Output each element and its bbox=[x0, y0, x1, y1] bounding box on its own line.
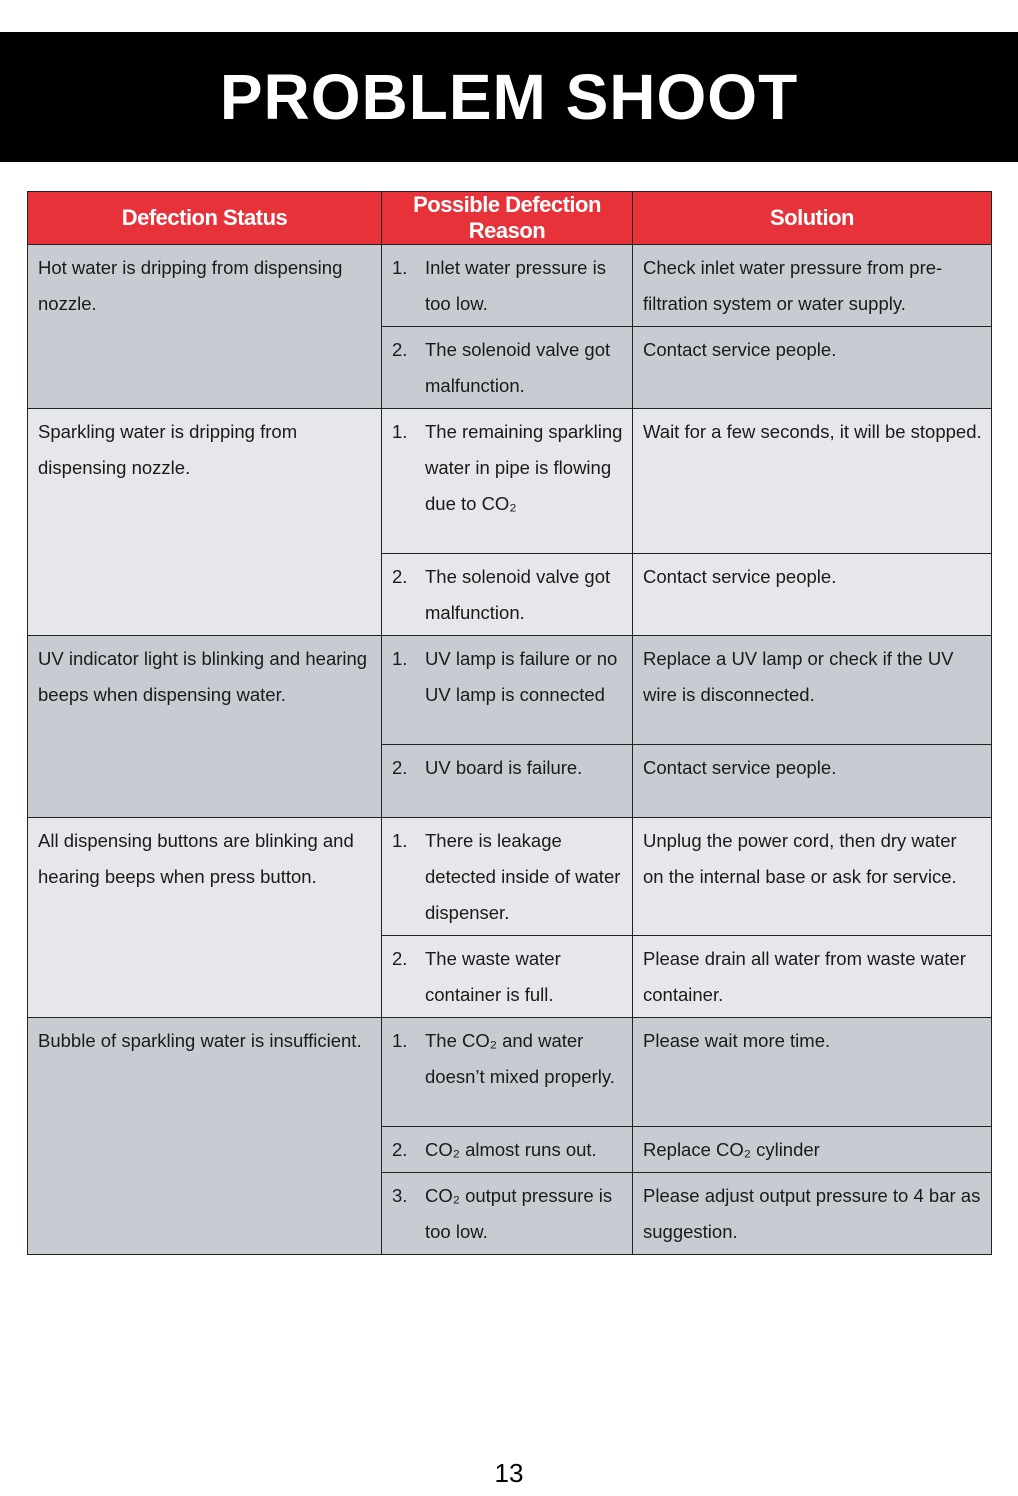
header-possible-reason: Possible Defection Reason bbox=[382, 192, 633, 245]
item-number: 1. bbox=[392, 1030, 408, 1051]
table-row bbox=[28, 818, 992, 936]
reason-text: CO₂ almost runs out. bbox=[425, 1139, 597, 1160]
table-row bbox=[28, 245, 992, 327]
solution-cell: Replace a UV lamp or check if the UV wire is disconnected. bbox=[633, 636, 992, 745]
reason-text: UV lamp is failure or no UV lamp is connected bbox=[425, 648, 618, 705]
solution-cell: Please adjust output pressure to 4 bar as suggestion. bbox=[633, 1173, 992, 1255]
item-number: 2. bbox=[392, 566, 408, 587]
reason-text: CO₂ output pressure is too low. bbox=[425, 1185, 613, 1242]
page-title: PROBLEM SHOOT bbox=[219, 61, 799, 133]
reason-cell bbox=[382, 1018, 633, 1127]
reason-text: There is leakage detected inside of water dispenser. bbox=[425, 830, 621, 923]
reason-cell bbox=[382, 245, 633, 327]
table-header-row bbox=[28, 192, 992, 245]
solution-cell: Wait for a few seconds, it will be stopped. bbox=[633, 409, 992, 554]
solution-cell: Please wait more time. bbox=[633, 1018, 992, 1127]
solution-cell: Please drain all water from waste water container. bbox=[633, 936, 992, 1018]
reason-cell bbox=[382, 636, 633, 745]
item-number: 3. bbox=[392, 1185, 408, 1206]
reason-cell bbox=[382, 745, 633, 818]
item-number: 2. bbox=[392, 948, 408, 969]
solution-cell: Contact service people. bbox=[633, 745, 992, 818]
reason-cell bbox=[382, 327, 633, 409]
reason-cell bbox=[382, 554, 633, 636]
item-number: 1. bbox=[392, 648, 408, 669]
solution-cell: Replace CO₂ cylinder bbox=[633, 1127, 992, 1173]
reason-cell bbox=[382, 818, 633, 936]
reason-text: The solenoid valve got malfunction. bbox=[425, 566, 611, 623]
header-solution: Solution bbox=[633, 192, 992, 245]
status-cell: Hot water is dripping from dispensing nozzle. bbox=[28, 245, 382, 409]
item-number: 1. bbox=[392, 257, 408, 278]
status-cell: Sparkling water is dripping from dispensing nozzle. bbox=[28, 409, 382, 636]
reason-cell bbox=[382, 1173, 633, 1255]
status-cell: Bubble of sparkling water is insufficient. bbox=[28, 1018, 382, 1255]
table-row bbox=[28, 636, 992, 745]
table-row bbox=[28, 409, 992, 554]
status-cell: UV indicator light is blinking and hearing beeps when dispensing water. bbox=[28, 636, 382, 818]
table-row bbox=[28, 1018, 992, 1127]
problem-shoot-table bbox=[27, 191, 992, 1255]
solution-cell: Unplug the power cord, then dry water on the internal base or ask for service. bbox=[633, 818, 992, 936]
item-number: 1. bbox=[392, 421, 408, 442]
item-number: 2. bbox=[392, 339, 408, 360]
reason-text: The remaining sparkling water in pipe is flowing due to CO₂ bbox=[425, 421, 623, 514]
item-number: 1. bbox=[392, 830, 408, 851]
reason-text: The CO₂ and water doesn’t mixed properly. bbox=[425, 1030, 615, 1087]
reason-cell bbox=[382, 1127, 633, 1173]
solution-cell: Contact service people. bbox=[633, 554, 992, 636]
item-number: 2. bbox=[392, 757, 408, 778]
title-banner bbox=[0, 32, 1018, 162]
solution-cell: Contact service people. bbox=[633, 327, 992, 409]
solution-cell: Check inlet water pressure from pre-filtration system or water supply. bbox=[633, 245, 992, 327]
status-cell: All dispensing buttons are blinking and hearing beeps when press button. bbox=[28, 818, 382, 1018]
reason-text: The waste water container is full. bbox=[425, 948, 561, 1005]
page-number: 13 bbox=[494, 1458, 524, 1488]
reason-cell bbox=[382, 409, 633, 554]
item-number: 2. bbox=[392, 1139, 408, 1160]
header-defection-status: Defection Status bbox=[28, 192, 382, 245]
reason-text: The solenoid valve got malfunction. bbox=[425, 339, 611, 396]
reason-text: UV board is failure. bbox=[425, 757, 583, 778]
reason-cell bbox=[382, 936, 633, 1018]
reason-text: Inlet water pressure is too low. bbox=[425, 257, 606, 314]
